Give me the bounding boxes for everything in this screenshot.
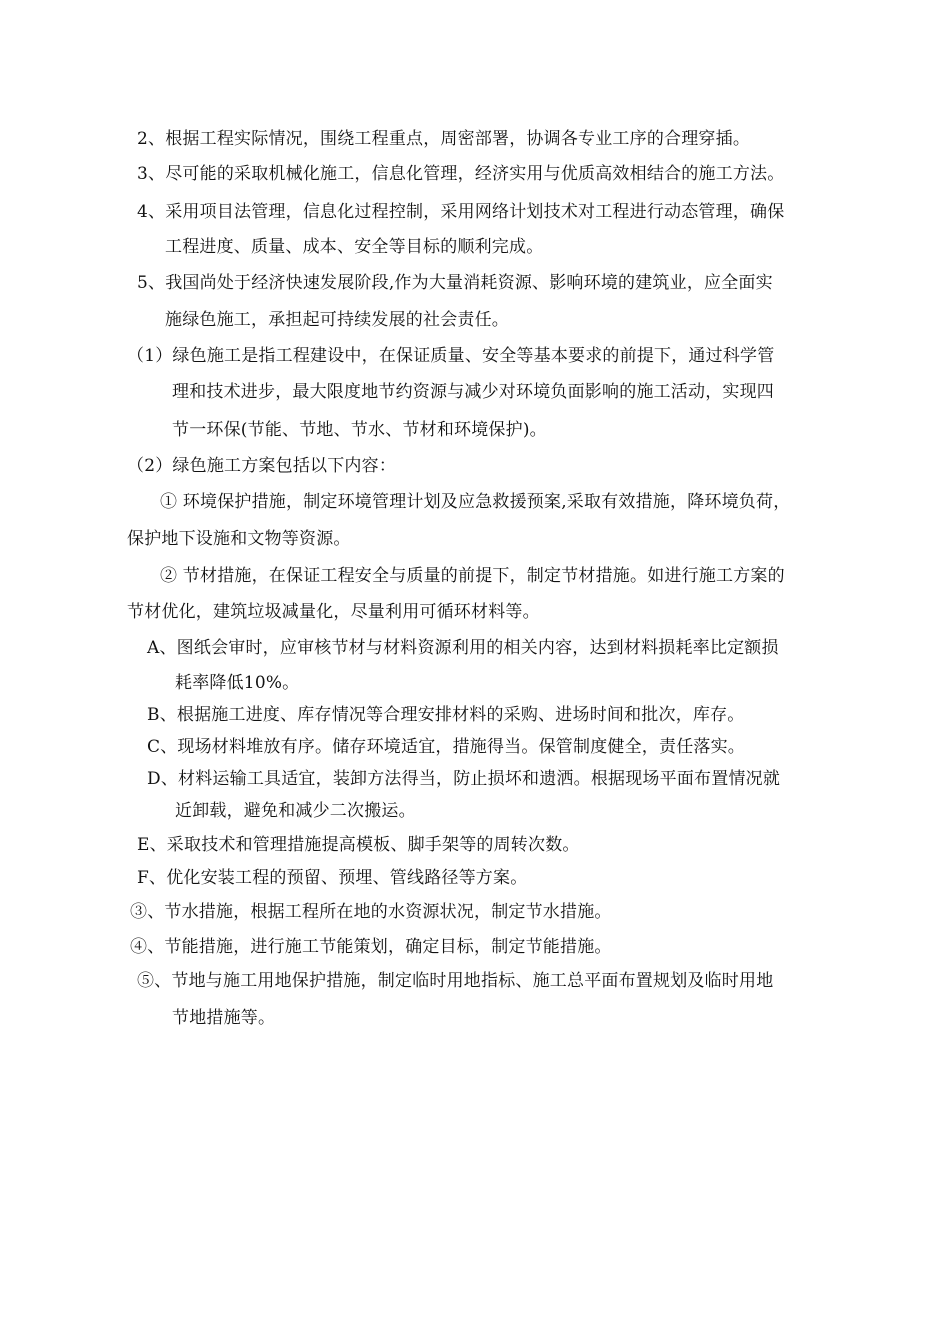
paragraph-sub-1: （1）绿色施工是指工程建设中，在保证质量、安全等基本要求的前提下，通过科学管 — [127, 346, 775, 366]
sub-item-e: E、采取技术和管理措施提高模板、脚手架等的周转次数。 — [137, 835, 580, 855]
measure-item-3: ③、节水措施，根据工程所在地的水资源状况，制定节水措施。 — [130, 902, 612, 922]
paragraph-item-5: 5、我国尚处于经济快速发展阶段,作为大量消耗资源、影响环境的建筑业，应全面实 — [137, 273, 773, 293]
paragraph-sub-1-continued-b: 节一环保(节能、节地、节水、节材和环境保护)。 — [172, 420, 547, 440]
sub-item-b: B、根据施工进度、库存情况等合理安排材料的采购、进场时间和批次，库存。 — [147, 705, 745, 725]
measure-item-5-continued: 节地措施等。 — [172, 1008, 276, 1028]
measure-item-1-continued: 保护地下设施和文物等资源。 — [127, 529, 351, 549]
sub-item-d-continued: 近卸载，避免和减少二次搬运。 — [175, 801, 416, 821]
measure-item-2-continued: 节材优化，建筑垃圾减量化，尽量利用可循环材料等。 — [127, 602, 540, 622]
measure-item-4: ④、节能措施，进行施工节能策划，确定目标，制定节能措施。 — [130, 937, 612, 957]
paragraph-item-2: 2、根据工程实际情况，围绕工程重点，周密部署，协调各专业工序的合理穿插。 — [137, 129, 751, 149]
measure-item-1: ① 环境保护措施，制定环境管理计划及应急救援预案,采取有效措施，降环境负荷， — [160, 492, 791, 512]
sub-item-f: F、优化安装工程的预留、预埋、管线路径等方案。 — [137, 868, 528, 888]
sub-item-a-continued: 耗率降低10%。 — [175, 673, 300, 693]
sub-item-a: A、图纸会审时，应审核节材与材料资源利用的相关内容，达到材料损耗率比定额损 — [147, 638, 779, 658]
paragraph-item-5-continued: 施绿色施工，承担起可持续发展的社会责任。 — [165, 310, 509, 330]
measure-item-5: ⑤、节地与施工用地保护措施，制定临时用地指标、施工总平面布置规划及临时用地 — [137, 971, 774, 991]
paragraph-item-4: 4、采用项目法管理，信息化过程控制，采用网络计划技术对工程进行动态管理，确保 — [137, 202, 785, 222]
paragraph-sub-2: （2）绿色施工方案包括以下内容： — [127, 456, 397, 476]
paragraph-item-3: 3、尽可能的采取机械化施工，信息化管理，经济实用与优质高效相结合的施工方法。 — [137, 164, 785, 184]
sub-item-c: C、现场材料堆放有序。储存环境适宜，措施得当。保管制度健全，责任落实。 — [147, 737, 746, 757]
measure-item-2: ② 节材措施，在保证工程安全与质量的前提下，制定节材措施。如进行施工方案的 — [160, 566, 785, 586]
paragraph-item-4-continued: 工程进度、质量、成本、安全等目标的顺利完成。 — [165, 237, 544, 257]
paragraph-sub-1-continued-a: 理和技术进步，最大限度地节约资源与减少对环境负面影响的施工活动，实现四 — [172, 382, 774, 402]
sub-item-d: D、材料运输工具适宜，装卸方法得当，防止损坏和遗洒。根据现场平面布置情况就 — [147, 769, 781, 789]
